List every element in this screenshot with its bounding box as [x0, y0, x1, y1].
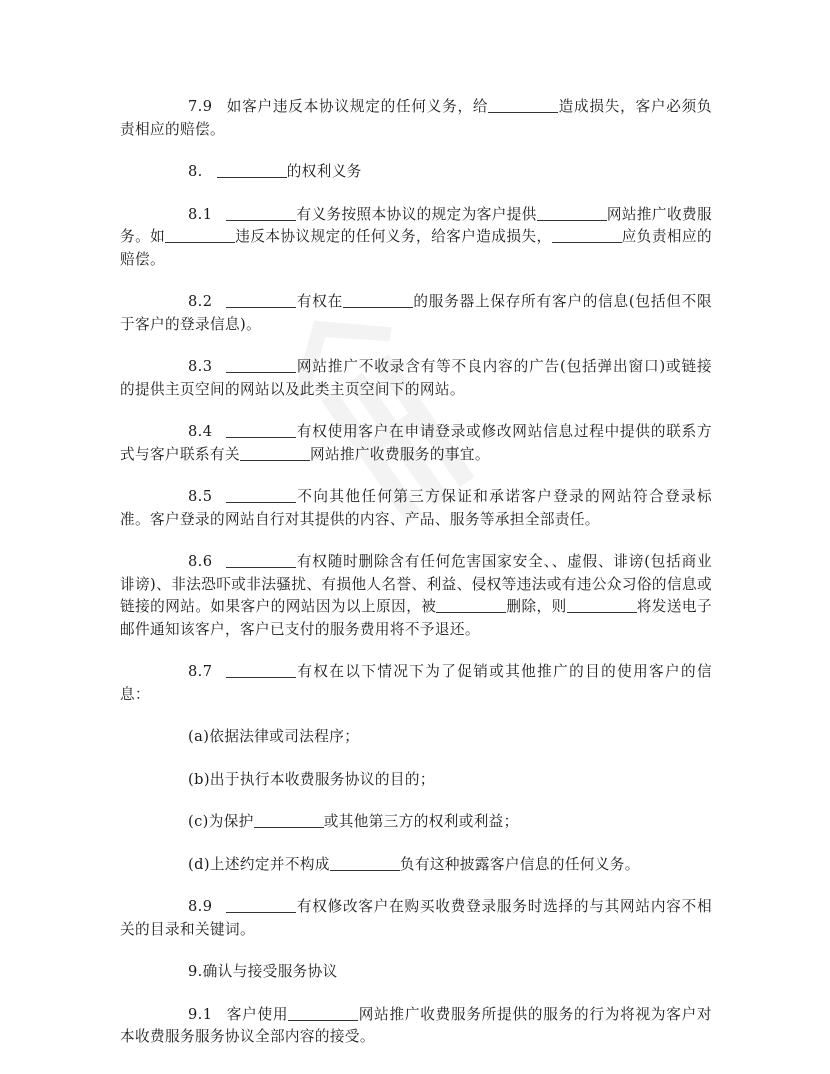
clause-number: 8.2: [188, 293, 213, 310]
fill-in-blank: [226, 488, 296, 503]
clause-text: (a)依据法律或司法程序；: [188, 728, 360, 745]
fill-in-blank: [343, 293, 413, 308]
clause-8-7a: [120, 726, 712, 749]
clause-text: 应负责相应的赔偿。: [120, 228, 713, 268]
clause-8-7c: [120, 811, 712, 834]
clause-number: 8.4: [188, 423, 213, 440]
clause-text: 有权修改客户在购买收费登录服务时选择的与其网站内容不相关的目录和关键词。: [120, 898, 712, 938]
fill-in-blank: [226, 553, 296, 568]
clause-text: 网站推广收费服务。如: [120, 205, 712, 245]
clause-number: 8.6: [188, 553, 213, 570]
clause-text: 造成损失，客户必须负责相应的赔偿。: [120, 98, 712, 138]
fill-in-blank: [240, 446, 310, 461]
clause-text: 或其他第三方的权利或利益；: [323, 813, 519, 830]
fill-in-blank: [226, 293, 296, 308]
fill-in-blank: [217, 163, 287, 178]
clause-text: 有权使用客户在申请登录或修改网站信息过程中提供的联系方式与客户联系有关: [120, 423, 712, 463]
clause-text: 违反本协议规定的任何义务，给客户造成损失，: [235, 228, 552, 245]
clause-8-1: [120, 204, 712, 272]
clause-number: 8.9: [188, 898, 213, 915]
fill-in-blank: [226, 206, 296, 221]
clause-text: 如客户违反本协议规定的任何义务，给: [226, 98, 489, 115]
clause-7-9: [120, 96, 712, 141]
clause-8-7d: [120, 854, 712, 877]
document-page: [120, 96, 712, 1069]
clause-text: (b)出于执行本收费服务协议的目的；: [188, 770, 435, 788]
fill-in-blank: [165, 228, 235, 243]
clause-8-6: [120, 551, 712, 641]
clause-number: 9.1: [188, 1005, 213, 1023]
clause-text: 9.确认与接受服务协议: [188, 963, 338, 980]
fill-in-blank: [226, 898, 296, 913]
clause-8-5: [120, 486, 712, 531]
clause-text: 有义务按照本协议的规定为客户提供: [296, 205, 537, 223]
clause-number: 8.3: [188, 358, 213, 375]
clause-number: 8.7: [188, 663, 213, 680]
clause-8-3: [120, 356, 712, 401]
clause-number: 8.1: [188, 205, 213, 223]
fill-in-blank: [254, 813, 324, 828]
fill-in-blank: [330, 856, 400, 871]
clause-number: 7.9: [188, 98, 213, 115]
fill-in-blank: [288, 1006, 358, 1021]
clause-text: 的服务器上保存所有客户的信息(包括但不限于客户的登录信息)。: [120, 293, 712, 333]
clause-8-9: [120, 896, 712, 941]
clause-text: 有权在以下情况下为了促销或其他推广的目的使用客户的信息：: [120, 663, 712, 703]
clause-text: 的权利义务: [286, 163, 362, 180]
clause-text: 有权在: [296, 293, 344, 310]
fill-in-blank: [567, 598, 637, 613]
fill-in-blank: [226, 423, 296, 438]
clause-8: [120, 161, 712, 184]
clause-text: 不向其他任何第三方保证和承诺客户登录的网站符合登录标准。客户登录的网站自行对其提供的内容、产品、服务等承担全部责任。: [120, 488, 712, 528]
clause-text: 删除，则: [506, 598, 567, 615]
clause-8-2: [120, 291, 712, 336]
clause-text: (d)上述约定并不构成: [188, 855, 330, 873]
clause-8-7b: [120, 769, 712, 792]
clause-number: 8.5: [188, 488, 213, 505]
clause-text: 将发送电子邮件通知该客户，客户已支付的服务费用将不予退还。: [120, 598, 712, 638]
fill-in-blank: [537, 206, 607, 221]
clause-text: 有权随时删除含有任何危害国家安全、、虚假、诽谤(包括商业诽谤)、非法恐吓或非法骚扰、有损他人名誉、利益、侵权等违法或有违公众习俗的信息或链接的网站。如果客户的网站因为以上原因，被: [120, 553, 712, 615]
clause-text: 负有这种披露客户信息的任何义务。: [399, 855, 640, 873]
clause-text: 网站推广不收录含有等不良内容的广告(包括弹出窗口)或链接的提供主页空间的网站以及此类主页空间下的网站。: [120, 358, 712, 398]
clause-8-4: [120, 421, 712, 466]
fill-in-blank: [226, 663, 296, 678]
clause-text: (c)为保护: [188, 813, 254, 830]
clause-9: [120, 961, 712, 984]
fill-in-blank: [488, 98, 558, 113]
fill-in-blank: [436, 598, 506, 613]
clause-8-7: [120, 661, 712, 706]
clause-9-1: [120, 1004, 712, 1049]
clause-text: 客户使用: [226, 1005, 289, 1023]
clause-number: 8.: [188, 163, 203, 180]
fill-in-blank: [552, 228, 622, 243]
fill-in-blank: [226, 358, 296, 373]
clause-text: 网站推广收费服务的事宜。: [309, 445, 490, 463]
clause-text: 网站推广收费服务所提供的服务的行为将视为客户对本收费服务服务协议全部内容的接受。: [120, 1005, 713, 1045]
